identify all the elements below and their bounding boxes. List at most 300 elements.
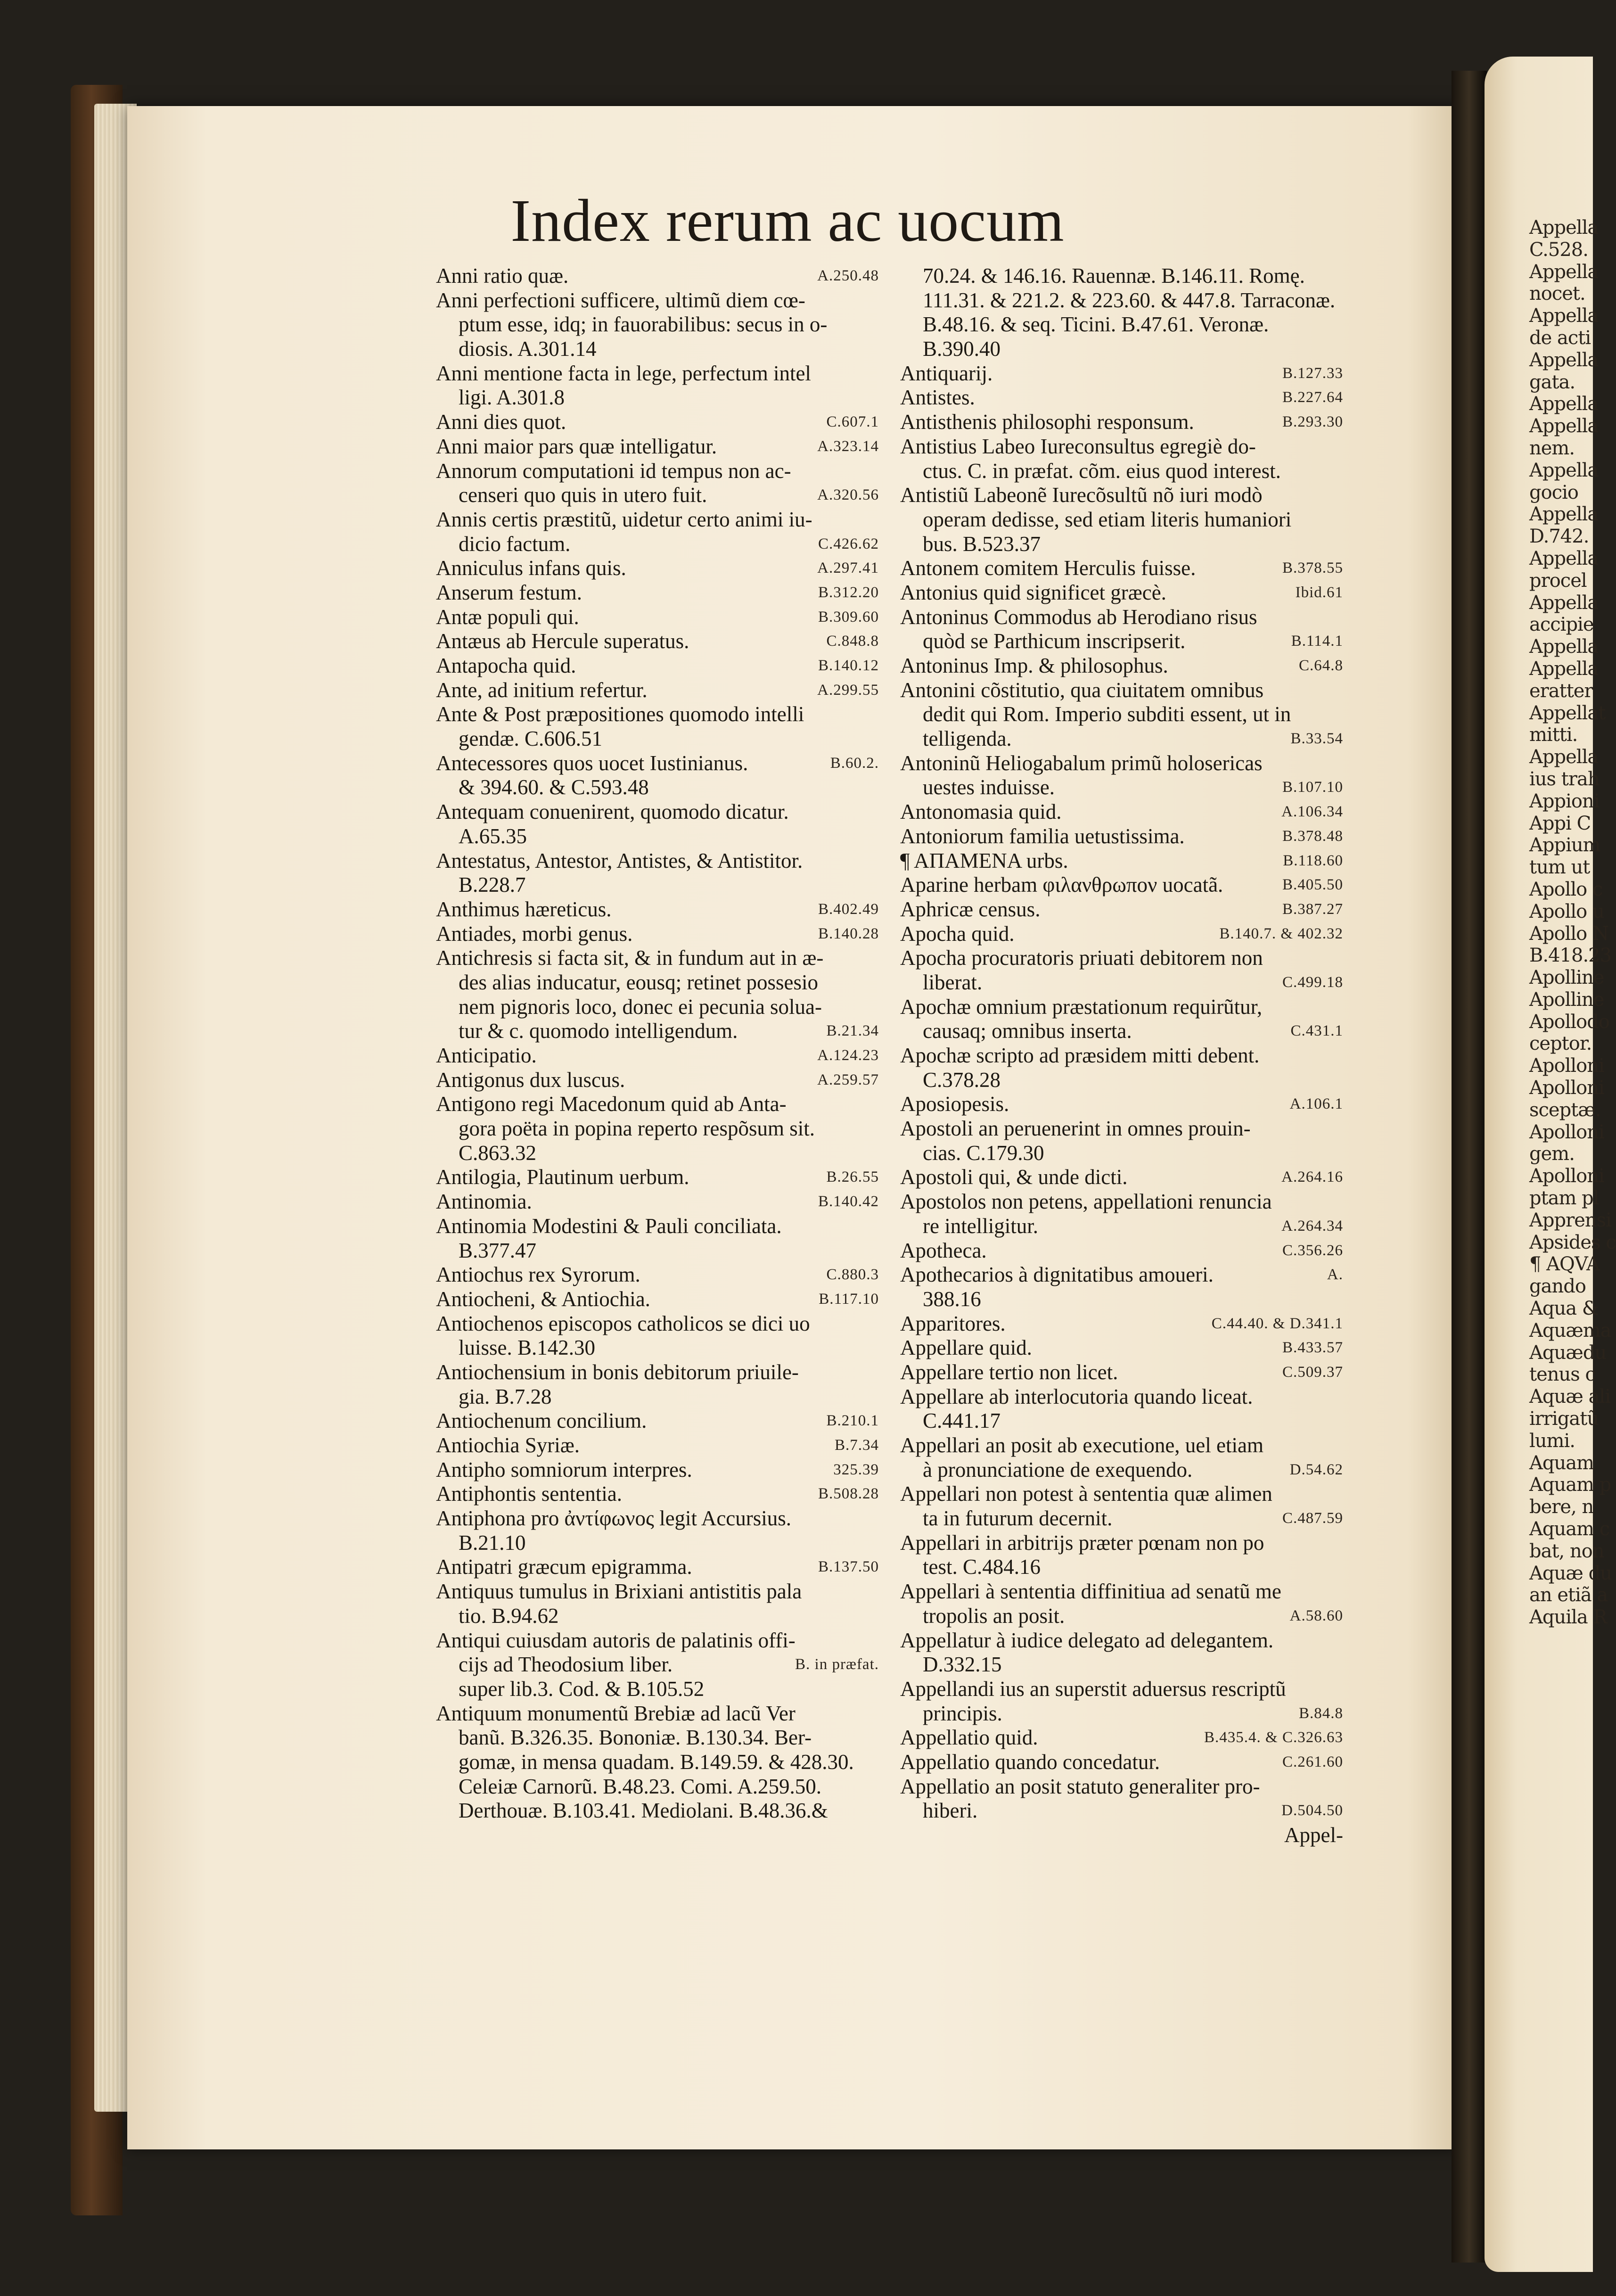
- index-entry-line: [900, 873, 1343, 897]
- entry-text: gora poëta in popina reperto respõsum sit.: [459, 1117, 815, 1141]
- index-entry-line: [900, 337, 1343, 362]
- index-entry-line: [436, 435, 879, 459]
- index-entry-line: [436, 946, 879, 971]
- index-entry-line: [436, 1653, 879, 1677]
- entry-reference: A.320.56: [817, 486, 879, 504]
- index-entry-line: [436, 1799, 879, 1823]
- entry-text: 111.31. & 221.2. & 223.60. & 447.8. Tarraconæ.: [923, 288, 1336, 312]
- entry-reference: B.378.55: [1282, 560, 1343, 577]
- adjacent-page-line: Aquæ du: [1529, 1562, 1612, 1584]
- index-entry-line: [900, 362, 1343, 386]
- entry-text: B.21.10: [459, 1531, 526, 1555]
- index-entry-line: [900, 678, 1343, 703]
- adjacent-page-line: Apprensi: [1529, 1209, 1611, 1231]
- index-entry-line: [436, 362, 879, 386]
- index-entry-line: [436, 1580, 879, 1604]
- entry-text: Appellatio an posit statuto generaliter pro-: [900, 1774, 1260, 1798]
- entry-text: ligi. A.301.8: [459, 386, 565, 410]
- adjacent-page-line: Appella: [1529, 349, 1599, 371]
- adjacent-page-line: Apsides c: [1529, 1231, 1616, 1253]
- adjacent-page: [1485, 57, 1616, 2272]
- index-entry-line: [436, 1677, 879, 1702]
- entry-text: B.48.16. & seq. Ticini. B.47.61. Veronæ.: [923, 313, 1269, 337]
- index-entry-line: [436, 1141, 879, 1166]
- index-entry-line: [436, 971, 879, 995]
- adjacent-page-line: Appella: [1529, 592, 1599, 614]
- entry-text: Ante, ad initium refertur.: [436, 678, 648, 702]
- entry-reference: C.356.26: [1282, 1242, 1343, 1259]
- index-column-left: [436, 264, 879, 1823]
- index-entry-line: [436, 1190, 879, 1214]
- entry-text: Annis certis præstitũ, uidetur certo animi iu-: [436, 507, 812, 531]
- entry-text: Apochæ omnium præstationum requirũtur,: [900, 995, 1263, 1019]
- entry-reference: C.509.37: [1282, 1363, 1343, 1381]
- index-entry-line: [436, 629, 879, 654]
- entry-text: Appellare tertio non licet.: [900, 1360, 1118, 1384]
- entry-text: luisse. B.142.30: [459, 1336, 596, 1360]
- index-entry-line: [436, 1555, 879, 1580]
- adjacent-page-line: Aquædu: [1529, 1341, 1607, 1364]
- entry-text: Appellare quid.: [900, 1336, 1032, 1360]
- adjacent-page-line: an etiã a: [1529, 1584, 1608, 1606]
- adjacent-page-line: eratter: [1529, 680, 1593, 702]
- entry-text: Antiochenos episcopos catholicos se dici uo: [436, 1311, 810, 1335]
- entry-reference: B.210.1: [826, 1412, 879, 1430]
- adjacent-page-line: Apolloni: [1529, 1077, 1604, 1099]
- entry-reference: C.880.3: [826, 1266, 879, 1284]
- entry-text: dicio factum.: [459, 532, 571, 556]
- index-entry-line: [436, 849, 879, 873]
- entry-reference: C.848.8: [826, 633, 879, 650]
- index-entry-line: [436, 1506, 879, 1531]
- adjacent-page-line: C.528.: [1529, 239, 1588, 261]
- entry-text: Anserum festum.: [436, 580, 582, 604]
- entry-text: B.228.7: [459, 873, 526, 897]
- entry-text: Apocha procuratoris priuati debitorem non: [900, 946, 1263, 970]
- entry-text: Apothecarios à dignitatibus amoueri.: [900, 1263, 1214, 1287]
- adjacent-page-line: Aquam p: [1529, 1474, 1611, 1496]
- entry-text: Appellandi ius an superstit aduersus rescriptũ: [900, 1677, 1286, 1701]
- entry-reference: A.250.48: [817, 267, 879, 284]
- entry-text: Antecessores quos uocet Iustinianus.: [436, 751, 748, 775]
- entry-text: quòd se Parthicum inscripserit.: [923, 629, 1186, 653]
- entry-text: B.377.47: [459, 1238, 537, 1262]
- entry-text: Aparine herbam φιλανθρωπον uocatã.: [900, 873, 1223, 897]
- entry-text: Antiqui cuiusdam autoris de palatinis offi-: [436, 1628, 796, 1652]
- entry-text: Antistius Labeo Iureconsultus egregiè do-: [900, 434, 1256, 458]
- entry-reference: B.137.50: [818, 1558, 879, 1576]
- index-entry-line: [436, 1458, 879, 1482]
- adjacent-page-line: bere, n: [1529, 1496, 1594, 1518]
- entry-reference: B.435.4. & C.326.63: [1204, 1729, 1343, 1746]
- adjacent-page-line: accipie: [1529, 614, 1594, 636]
- entry-text: Antoninus Imp. & philosophus.: [900, 654, 1168, 677]
- index-entry-line: [436, 1068, 879, 1093]
- entry-text: Antiochus rex Syrorum.: [436, 1263, 640, 1287]
- entry-text: ctus. C. in præfat. cõm. eius quod interest.: [923, 459, 1281, 483]
- index-entry-line: [900, 995, 1343, 1020]
- index-entry-line: [436, 727, 879, 751]
- entry-text: Antipho somniorum interpres.: [436, 1457, 692, 1481]
- entry-reference: B.140.7. & 402.32: [1219, 925, 1343, 942]
- adjacent-page-line: Apollo u: [1529, 900, 1604, 922]
- entry-reference: B.114.1: [1291, 633, 1343, 650]
- entry-text: Celeiæ Carnorũ. B.48.23. Comi. A.259.50.: [459, 1774, 821, 1798]
- entry-text: Apotheca.: [900, 1238, 987, 1262]
- entry-text: C.378.28: [923, 1068, 1001, 1092]
- adjacent-page-line: Apollo N: [1529, 922, 1608, 945]
- entry-text: Appellatio quando concedatur.: [900, 1750, 1160, 1774]
- entry-text: operam dedisse, sed etiam literis humaniori: [923, 507, 1292, 531]
- adjacent-page-line: Aquam: [1529, 1452, 1594, 1474]
- index-entry-line: [436, 1044, 879, 1068]
- index-entry-line: [900, 1433, 1343, 1458]
- index-entry-line: [436, 1360, 879, 1385]
- index-entry-line: [900, 1750, 1343, 1775]
- entry-text: test. C.484.16: [923, 1555, 1041, 1579]
- entry-text: Antæ populi qui.: [436, 605, 579, 629]
- entry-reference: B. in præfat.: [795, 1656, 879, 1673]
- entry-text: Derthouæ. B.103.41. Mediolani. B.48.36.&: [459, 1799, 828, 1823]
- index-entry-line: [436, 1117, 879, 1141]
- entry-text: Antiocheni, & Antiochia.: [436, 1287, 650, 1311]
- index-entry-line: [900, 264, 1343, 288]
- adjacent-page-line: tenus c: [1529, 1364, 1595, 1386]
- entry-text: principis.: [923, 1701, 1002, 1725]
- index-entry-line: [436, 873, 879, 897]
- entry-text: des alias inducatur, eousq; retinet possesio: [459, 970, 819, 994]
- entry-text: Antoninus Commodus ab Herodiano risus: [900, 605, 1257, 629]
- entry-text: ¶ ΑΠΑΜΕΝΑ urbs.: [900, 848, 1068, 872]
- entry-text: Apostoli an peruenerint in omnes prouin-: [900, 1117, 1251, 1141]
- index-entry-line: [436, 1604, 879, 1629]
- adjacent-page-line: Apolloni: [1529, 1121, 1604, 1143]
- index-entry-line: [436, 532, 879, 557]
- entry-reference: B.7.34: [834, 1437, 879, 1454]
- index-entry-line: [900, 751, 1343, 776]
- catchword: Appel-: [1284, 1823, 1343, 1847]
- index-entry-line: [436, 1726, 879, 1750]
- entry-reference: B.402.49: [818, 900, 879, 918]
- index-entry-line: [900, 581, 1343, 605]
- index-entry-line: [436, 1629, 879, 1653]
- adjacent-page-line: Appellat: [1529, 702, 1606, 724]
- index-entry-line: [436, 264, 879, 288]
- adjacent-page-line: Appella: [1529, 636, 1599, 658]
- adjacent-page-text: [1529, 217, 1616, 1629]
- adjacent-page-line: Appella: [1529, 415, 1599, 437]
- index-entry-line: [436, 751, 879, 776]
- index-entry-line: [900, 1214, 1343, 1239]
- index-entry-line: [900, 288, 1343, 313]
- entry-reference: B.140.12: [818, 657, 879, 674]
- entry-text: Antiquus tumulus in Brixiani antistitis pala: [436, 1580, 802, 1604]
- index-entry-line: [900, 1409, 1343, 1433]
- entry-text: Ante & Post præpositiones quomodo intelli: [436, 702, 804, 726]
- index-entry-line: [900, 435, 1343, 459]
- index-entry-line: [900, 1555, 1343, 1580]
- entry-text: C.863.32: [459, 1141, 537, 1165]
- adjacent-page-line: Appella: [1529, 547, 1599, 569]
- entry-text: Appellari non potest à sententia quæ alimen: [900, 1482, 1272, 1506]
- entry-text: Apostoli qui, & unde dicti.: [900, 1165, 1128, 1189]
- adjacent-page-line: Appi C: [1529, 812, 1591, 834]
- entry-text: Appellatio quid.: [900, 1726, 1038, 1750]
- index-entry-line: [436, 654, 879, 678]
- index-entry-line: [900, 1190, 1343, 1214]
- index-entry-line: [436, 1775, 879, 1799]
- entry-text: Apocha quid.: [900, 922, 1015, 946]
- adjacent-page-line: ¶ AQVA: [1529, 1253, 1600, 1276]
- adjacent-page-line: ptam pl: [1529, 1187, 1599, 1210]
- index-entry-line: [900, 1775, 1343, 1799]
- index-entry-line: [436, 1092, 879, 1117]
- index-column-right: [900, 264, 1343, 1848]
- entry-text: B.390.40: [923, 337, 1001, 361]
- index-entry-line: [900, 508, 1343, 532]
- entry-text: à pronunciatione de exequendo.: [923, 1457, 1193, 1481]
- adjacent-page-line: Aqua &: [1529, 1298, 1599, 1320]
- entry-reference: C.426.62: [818, 535, 879, 552]
- index-entry-line: [900, 1629, 1343, 1653]
- adjacent-page-line: Appella: [1529, 503, 1599, 526]
- entry-text: Antiquum monumentũ Brebiæ ad lacũ Ver: [436, 1701, 796, 1725]
- entry-text: Antiochensium in bonis debitorum priuile-: [436, 1360, 799, 1384]
- index-entry-line: [436, 1312, 879, 1336]
- index-entry-line: [436, 922, 879, 946]
- entry-text: Appellare ab interlocutoria quando liceat.: [900, 1384, 1253, 1408]
- entry-text: Aposiopesis.: [900, 1092, 1009, 1116]
- entry-reference: A.299.55: [817, 681, 879, 699]
- index-entry-line: [436, 1385, 879, 1409]
- index-entry-line: [900, 410, 1343, 435]
- entry-text: C.441.17: [923, 1409, 1001, 1433]
- entry-text: re intelligitur.: [923, 1214, 1038, 1238]
- entry-reference: A.264.16: [1281, 1169, 1343, 1186]
- entry-reference: A.264.34: [1281, 1217, 1343, 1234]
- entry-reference: B.309.60: [818, 608, 879, 625]
- index-entry-line: [900, 824, 1343, 849]
- entry-text: Anni maior pars quæ intelligatur.: [436, 434, 717, 458]
- index-entry-line: [900, 1117, 1343, 1141]
- entry-text: gia. B.7.28: [459, 1384, 552, 1408]
- entry-text: cijs ad Theodosium liber.: [459, 1653, 673, 1677]
- entry-text: Antonem comitem Herculis fuisse.: [900, 556, 1196, 580]
- adjacent-page-line: procel: [1529, 569, 1587, 592]
- index-entry-line: [900, 605, 1343, 630]
- entry-reference: A.58.60: [1289, 1607, 1343, 1624]
- entry-text: gomæ, in mensa quadam. B.149.59. & 428.30.: [459, 1750, 854, 1774]
- entry-text: ta in futurum decernit.: [923, 1506, 1113, 1531]
- entry-text: bus. B.523.37: [923, 532, 1041, 556]
- entry-reference: B.26.55: [826, 1169, 879, 1186]
- entry-text: Antigonus dux luscus.: [436, 1068, 625, 1092]
- entry-text: Antæus ab Hercule superatus.: [436, 629, 689, 653]
- adjacent-page-line: ius trah: [1529, 768, 1600, 790]
- entry-reference: C.607.1: [826, 413, 879, 431]
- index-entry-line: [436, 1750, 879, 1775]
- index-entry-line: [900, 532, 1343, 557]
- index-entry-line: [900, 800, 1343, 824]
- entry-reference: D.504.50: [1281, 1802, 1343, 1819]
- entry-text: Apostolos non petens, appellationi renuncia: [900, 1190, 1272, 1214]
- entry-reference: B.84.8: [1298, 1704, 1343, 1722]
- index-entry-line: [436, 386, 879, 410]
- index-entry-line: [436, 1531, 879, 1555]
- index-entry-line: [900, 1653, 1343, 1677]
- index-entry-line: [436, 1239, 879, 1263]
- entry-text: Antonius quid significet græcè.: [900, 580, 1166, 604]
- index-entry-line: [900, 1677, 1343, 1702]
- entry-reference: A.: [1327, 1266, 1343, 1284]
- entry-text: censeri quo quis in utero fuit.: [459, 483, 707, 507]
- entry-text: Apochæ scripto ad præsidem mitti debent.: [900, 1044, 1260, 1067]
- adjacent-page-line: Apollodo: [1529, 1011, 1609, 1033]
- entry-text: A.65.35: [459, 824, 527, 848]
- entry-text: Anni perfectioni sufficere, ultimũ diem cœ-: [436, 288, 805, 312]
- adjacent-page-line: Apolline: [1529, 988, 1604, 1011]
- adjacent-page-line: tum ut: [1529, 856, 1590, 879]
- entry-text: hiberi.: [923, 1799, 978, 1823]
- index-entry-line: [436, 897, 879, 922]
- index-entry-line: [900, 727, 1343, 751]
- entry-reference: A.259.57: [817, 1071, 879, 1088]
- entry-text: tur & c. quomodo intelligendum.: [459, 1019, 738, 1043]
- entry-reference: A.106.1: [1289, 1095, 1343, 1113]
- index-entry-line: [900, 1165, 1343, 1190]
- index-entry-line: [900, 946, 1343, 971]
- index-entry-line: [900, 1604, 1343, 1629]
- entry-text: Antonomasia quid.: [900, 800, 1062, 824]
- index-entry-line: [900, 849, 1343, 873]
- adjacent-page-line: Apollo c: [1529, 878, 1603, 900]
- index-entry-line: [900, 775, 1343, 800]
- index-entry-line: [900, 1458, 1343, 1482]
- adjacent-page-line: ceptor.: [1529, 1033, 1592, 1055]
- adjacent-page-line: gata.: [1529, 371, 1575, 393]
- adjacent-page-line: lumi.: [1529, 1430, 1575, 1452]
- entry-reference: 325.39: [833, 1461, 879, 1478]
- index-entry-line: [900, 1531, 1343, 1555]
- index-entry-line: [900, 1239, 1343, 1263]
- index-entry-line: [900, 1360, 1343, 1385]
- entry-reference: B.21.34: [826, 1022, 879, 1040]
- entry-text: Antestatus, Antestor, Antistes, & Antistitor.: [436, 848, 803, 872]
- entry-text: Antisthenis philosophi responsum.: [900, 410, 1194, 434]
- entry-reference: C.64.8: [1298, 657, 1343, 674]
- index-entry-line: [436, 337, 879, 362]
- entry-reference: C.44.40. & D.341.1: [1211, 1315, 1343, 1332]
- entry-reference: B.117.10: [819, 1290, 879, 1308]
- adjacent-page-line: Aquam c: [1529, 1518, 1610, 1540]
- adjacent-page-line: Appella: [1529, 305, 1599, 327]
- index-entry-line: [900, 1580, 1343, 1604]
- entry-text: Antinomia.: [436, 1190, 532, 1214]
- index-entry-line: [436, 1433, 879, 1458]
- index-entry-line: [900, 1702, 1343, 1726]
- entry-text: Antonini cõstitutio, qua ciuitatem omnibus: [900, 678, 1264, 702]
- entry-text: Appellari à sententia diffinitiua ad senatũ me: [900, 1580, 1281, 1604]
- entry-text: Antiochia Syriæ.: [436, 1433, 580, 1457]
- entry-text: Appellatur à iudice delegato ad delegantem.: [900, 1628, 1274, 1652]
- index-entry-line: [900, 1726, 1343, 1750]
- adjacent-page-line: sceptæ.: [1529, 1099, 1601, 1121]
- entry-text: Antiochenum concilium.: [436, 1409, 647, 1433]
- adjacent-page-line: gando: [1529, 1276, 1586, 1298]
- entry-text: Antiphontis sententia.: [436, 1482, 622, 1506]
- entry-text: super lib.3. Cod. & B.105.52: [459, 1677, 705, 1701]
- index-entry-line: [900, 629, 1343, 654]
- index-entry-line: [436, 410, 879, 435]
- entry-text: Antipatri græcum epigramma.: [436, 1555, 692, 1579]
- index-entry-line: [900, 1068, 1343, 1093]
- entry-text: 70.24. & 146.16. Rauennæ. B.146.11. Romę.: [923, 264, 1305, 288]
- entry-text: gendæ. C.606.51: [459, 727, 603, 751]
- entry-reference: Ibid.61: [1295, 584, 1343, 601]
- page-title: Index rerum ac uocum: [510, 187, 1065, 254]
- entry-reference: B.312.20: [818, 584, 879, 601]
- adjacent-page-line: Appella: [1529, 217, 1599, 239]
- entry-text: tio. B.94.62: [459, 1604, 559, 1628]
- entry-text: uestes induisse.: [923, 775, 1055, 799]
- entry-reference: B.107.10: [1282, 779, 1343, 796]
- index-entry-line: [436, 508, 879, 532]
- entry-text: Antinomia Modestini & Pauli conciliata.: [436, 1214, 782, 1238]
- entry-reference: B.405.50: [1282, 876, 1343, 894]
- adjacent-page-line: Appella: [1529, 459, 1599, 481]
- entry-text: 388.16: [923, 1287, 981, 1311]
- entry-reference: B.140.42: [818, 1193, 879, 1210]
- index-entry-line: [436, 800, 879, 824]
- adjacent-page-line: Apolline: [1529, 967, 1604, 989]
- index-entry-line: [900, 386, 1343, 410]
- index-entry-line: [900, 702, 1343, 727]
- entry-reference: B.293.30: [1282, 413, 1343, 431]
- index-entry-line: [900, 1799, 1343, 1823]
- entry-reference: C.499.18: [1282, 973, 1343, 991]
- adjacent-page-line: Appioni: [1529, 790, 1600, 812]
- index-entry-line: [436, 581, 879, 605]
- adjacent-page-line: bat, non: [1529, 1540, 1604, 1562]
- adjacent-page-line: irrigatũ: [1529, 1408, 1599, 1430]
- index-entry-line: [900, 1044, 1343, 1068]
- index-entry-line: [900, 654, 1343, 678]
- book-gutter: [1452, 71, 1487, 2263]
- entry-text: Antistiũ Labeonẽ Iurecõsultũ nõ iuri modò: [900, 483, 1263, 507]
- adjacent-page-line: Aquæ ali: [1529, 1386, 1610, 1408]
- index-entry-line: [436, 1482, 879, 1506]
- entry-text: Antistes.: [900, 386, 975, 410]
- index-entry-line: [436, 678, 879, 703]
- entry-text: Anni dies quot.: [436, 410, 566, 434]
- adjacent-page-line: B.418.23: [1529, 945, 1612, 967]
- index-entry-line: [900, 897, 1343, 922]
- index-entry-line: [436, 1409, 879, 1433]
- index-entry-line: [900, 971, 1343, 995]
- entry-reference: B.227.64: [1282, 389, 1343, 406]
- entry-reference: B.33.54: [1290, 730, 1343, 748]
- entry-text: Antapocha quid.: [436, 654, 576, 677]
- entry-text: telligenda.: [923, 727, 1012, 751]
- adjacent-page-line: Apolloni: [1529, 1055, 1604, 1077]
- entry-text: Antiphona pro ἀντίφωνος legit Accursius.: [436, 1506, 792, 1531]
- index-entry-line: [900, 459, 1343, 484]
- entry-text: Anni ratio quæ.: [436, 264, 569, 288]
- index-entry-line: [436, 288, 879, 313]
- entry-text: Antoninũ Heliogabalum primũ holosericas: [900, 751, 1263, 775]
- entry-reference: A.106.34: [1281, 803, 1343, 821]
- entry-text: Anniculus infans quis.: [436, 556, 626, 580]
